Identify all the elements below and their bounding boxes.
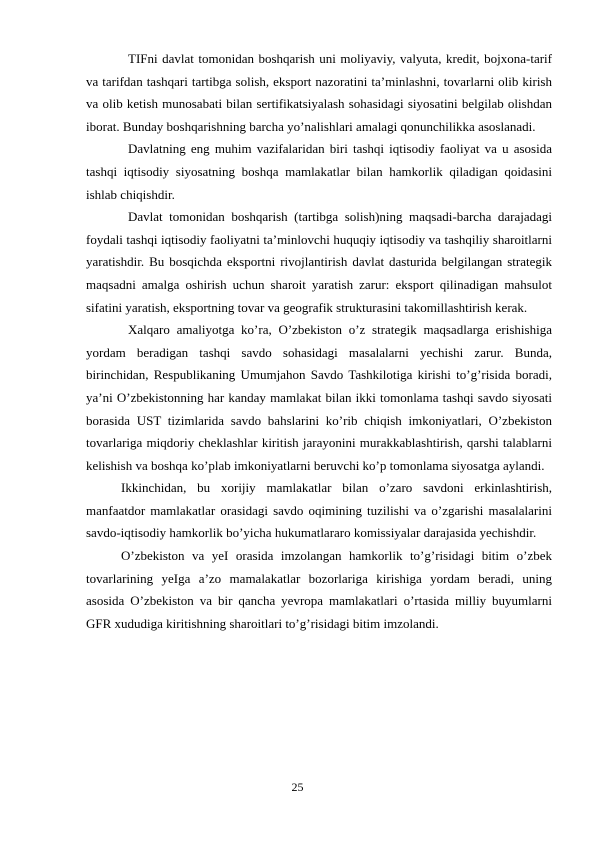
page-number: 25 <box>291 780 304 794</box>
paragraph-6: O’zbekiston va yeI orasida imzolangan hamkorlik to’g’risidagi bitim o’zbek tovarlarining yeIga a’zo mamalakatlar bozorlariga kirishiga yordam beradi, uning asosida O’zbekiston va bir qancha yevropa mamlakatlari o’rtasida milliy buyumlarni GFR xududiga kiritishning sharoitlari to’g’risidagi bitim imzolandi. <box>86 548 552 631</box>
paragraph-4: Xalqaro amaliyotga ko’ra, O’zbekiston o’z strategik maqsadlarga erishishiga yordam beradigan tashqi savdo sohasidagi masalalarni yechishi zarur. Bunda, birinchidan, Respublikaning Umumjahon Savdo Tashkilotiga kirishi to’g’risida boradi, ya’ni O’zbekistonning har kanday mamlakat bilan ikki tomonlama tashqi savdo siyosati borasida UST tizimlarida savdo bahslarini ko’rib chiqish imkoniyatlari, O’zbekiston tovarlariga miqdoriy cheklashlar kiritish jarayonini murakkablashtirish, qarshi talablarni kelishish va boshqa ko’plab imkoniyatlarni beruvchi ko’p tomonlama siyosatga aylandi. <box>86 322 552 473</box>
paragraph-3: Davlat tomonidan boshqarish (tartibga solish)ning maqsadi-barcha darajadagi foydali tashqi iqtisodiy faoliyatni ta’minlovchi huquqiy iqtisodiy va tashqiliy sharoitlarni yaratishdir. Bu bosqichda eksportni rivojlantirish davlat dasturida belgilangan strategik maqsadni amalga oshirish uchun sharoit yaratish zarur: eksport qilinadigan mahsulot sifatini yaratish, eksportning tovar va geografik strukturasini takomillashtirish kerak. <box>86 209 552 315</box>
paragraph-2: Davlatning eng muhim vazifalaridan biri tashqi iqtisodiy faoliyat va u asosida tashqi iqtisodiy siyosatning boshqa mamlakatlar bilan hamkorlik qiladigan qoidasini ishlab chiqishdir. <box>86 141 552 202</box>
paragraph-5: Ikkinchidan, bu xorijiy mamlakatlar bilan o’zaro savdoni erkinlashtirish, manfaatdor mamlakatlar orasidagi savdo oqimining tuzilishi va o’zgarishi masalalarini savdo-iqtisodiy hamkorlik bo’yicha hukumatlararo komissiyalar darajasida yechishdir. <box>86 480 552 541</box>
body-text <box>86 48 552 635</box>
paragraph-1: TIFni davlat tomonidan boshqarish uni moliyaviy, valyuta, kredit, bojxona-tarif va tarifdan tashqari tartibga solish, eksport nazoratini ta’minlashni, tovarlarni olib kirish va olib ketish munosabati bilan sertifikatsiyalash sohasidagi siyosatini belgilab olishdan iborat. Bunday boshqarishning barcha yo’nalishlari amalagi qonunchilikka asoslanadi. <box>86 51 552 134</box>
